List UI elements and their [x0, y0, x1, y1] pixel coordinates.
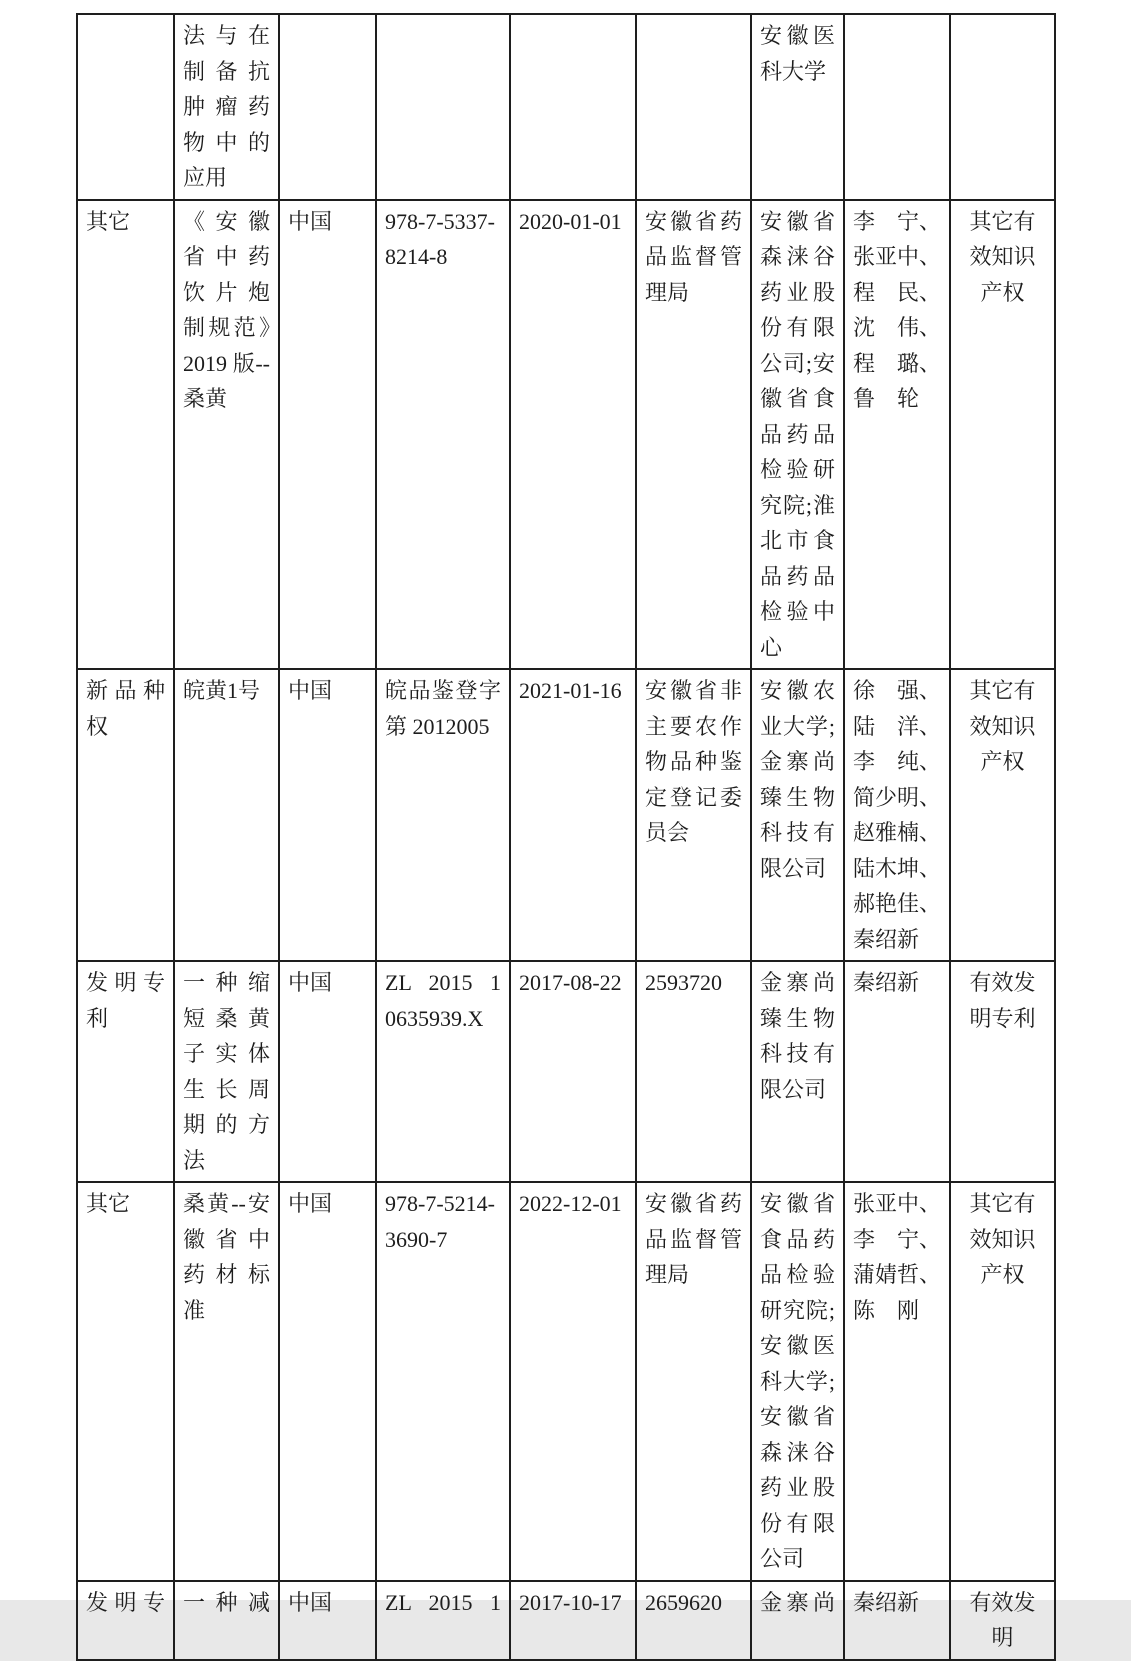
cell-type: 其它 [77, 1182, 174, 1581]
inventor-name: 徐 强、 [853, 678, 942, 703]
inventor-name: 郝艳佳、 [853, 891, 942, 916]
cell-certificate: 安徽省药品监督管理局 [636, 1182, 751, 1581]
cell-certificate [636, 14, 751, 200]
cell-date: 2022-12-01 [510, 1182, 636, 1581]
cell-inventors [844, 961, 950, 1182]
inventor-name: 李 纯、 [853, 749, 942, 774]
cell-status [950, 14, 1055, 200]
cell-country: 中国 [279, 669, 376, 961]
ip-records-table [76, 13, 1056, 1661]
inventor-name: 张亚中、 [853, 1191, 942, 1216]
cell-inventors [844, 1581, 950, 1660]
cell-status: 其它有效知识产权 [950, 200, 1055, 670]
inventor-name: 蒲婧哲、 [853, 1262, 942, 1287]
cell-owner: 安徽省森涞谷药业股份有限公司;安徽省食品药品检验研究院;淮北市食品药品检验中心 [751, 200, 844, 670]
cell-date: 2017-08-22 [510, 961, 636, 1182]
table-row [77, 669, 1055, 961]
cell-number: 978-7-5214-3690-7 [376, 1182, 510, 1581]
cell-date [510, 14, 636, 200]
cell-certificate: 安徽省非主要农作物品种鉴定登记委员会 [636, 669, 751, 961]
cell-type: 其它 [77, 200, 174, 670]
cell-type: 新品种权 [77, 669, 174, 961]
cell-number: 皖品鉴登字第 2012005 [376, 669, 510, 961]
inventor-name: 陆木坤、 [853, 855, 942, 881]
inventor-name: 简少明、 [853, 784, 942, 810]
cell-country: 中国 [279, 1581, 376, 1660]
cell-country [279, 14, 376, 200]
cell-certificate: 2659620 [636, 1581, 751, 1660]
cell-type [77, 14, 174, 200]
cell-status: 其它有效知识产权 [950, 669, 1055, 961]
cell-status: 其它有效知识产权 [950, 1182, 1055, 1581]
inventor-name: 张亚中、 [853, 244, 942, 269]
table-row [77, 14, 1055, 200]
cell-country: 中国 [279, 961, 376, 1182]
cell-name: 一种缩短桑黄子实体生长周期的方法 [174, 961, 279, 1182]
inventor-name: 李 宁、 [853, 208, 942, 234]
cell-name: 一种减 [174, 1581, 279, 1660]
cell-name: 法与在制备抗肿瘤药物中的应用 [174, 14, 279, 200]
cell-number [376, 14, 510, 200]
table-row [77, 961, 1055, 1182]
cell-type: 发明专 [77, 1581, 174, 1660]
cell-date: 2017-10-17 [510, 1581, 636, 1660]
cell-number: ZL 2015 1 [376, 1581, 510, 1660]
cell-status: 有效发明 [950, 1581, 1055, 1660]
cell-owner: 安徽医科大学 [751, 14, 844, 200]
inventor-name: 李 宁、 [853, 1226, 942, 1252]
cell-country: 中国 [279, 1182, 376, 1581]
cell-name: 皖黄1号 [174, 669, 279, 961]
table-row [77, 1581, 1055, 1660]
cell-inventors [844, 669, 950, 961]
inventor-name: 秦绍新 [853, 970, 920, 995]
inventor-name: 鲁 轮 [853, 386, 920, 411]
cell-number: ZL 2015 1 0635939.X [376, 961, 510, 1182]
inventor-name: 秦绍新 [853, 926, 920, 952]
inventor-name: 陈 刚 [853, 1297, 920, 1323]
inventor-name: 沈 伟、 [853, 315, 942, 340]
table-row [77, 200, 1055, 670]
cell-certificate: 安徽省药品监督管理局 [636, 200, 751, 670]
cell-name: 《安徽省中药饮片炮制规范》2019 版--桑黄 [174, 200, 279, 670]
cell-inventors [844, 200, 950, 670]
table-row [77, 1182, 1055, 1581]
cell-owner: 金寨尚臻生物科技有限公司 [751, 961, 844, 1182]
cell-status: 有效发明专利 [950, 961, 1055, 1182]
cell-owner: 安徽省食品药品检验研究院;安徽医科大学;安徽省森涞谷药业股份有限公司 [751, 1182, 844, 1581]
cell-inventors [844, 14, 950, 200]
cell-owner: 安徽农业大学;金寨尚臻生物科技有限公司 [751, 669, 844, 961]
cell-certificate: 2593720 [636, 961, 751, 1182]
cell-type: 发明专利 [77, 961, 174, 1182]
cell-date: 2021-01-16 [510, 669, 636, 961]
inventor-name: 程 璐、 [853, 350, 942, 376]
cell-owner: 金寨尚 [751, 1581, 844, 1660]
cell-country: 中国 [279, 200, 376, 670]
cell-name: 桑黄--安徽省中药材标准 [174, 1182, 279, 1581]
cell-number: 978-7-5337-8214-8 [376, 200, 510, 670]
cell-date: 2020-01-01 [510, 200, 636, 670]
inventor-name: 赵雅楠、 [853, 820, 942, 845]
inventor-name: 秦绍新 [853, 1589, 920, 1615]
inventor-name: 陆 洋、 [853, 713, 942, 739]
inventor-name: 程 民、 [853, 279, 942, 305]
cell-inventors [844, 1182, 950, 1581]
